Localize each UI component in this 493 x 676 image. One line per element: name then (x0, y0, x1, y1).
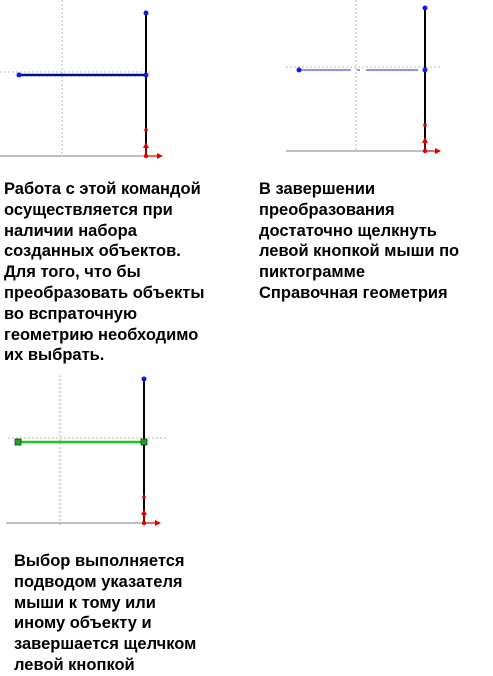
origin-icon (141, 509, 161, 526)
endpoint-top[interactable] (142, 377, 147, 382)
endpoint-junction[interactable] (423, 68, 428, 73)
sketch-figure-selected (0, 370, 175, 535)
origin-icon (143, 142, 163, 159)
caption-line: левой кнопкой мыши по (259, 242, 460, 261)
midpoint-marker (144, 128, 148, 132)
selected-endpoint-junction[interactable] (141, 439, 147, 445)
endpoint-junction[interactable] (144, 73, 149, 78)
endpoint-left[interactable] (297, 68, 302, 73)
caption-line: подводом указателя (14, 572, 183, 591)
caption-line: во вспраточную (4, 304, 138, 323)
sketch-figure-select (0, 0, 175, 165)
caption-line: пиктограмме (259, 263, 366, 282)
selected-endpoint-left[interactable] (15, 439, 21, 445)
caption-top-right (259, 179, 459, 304)
midpoint-marker (423, 123, 427, 127)
endpoint-top[interactable] (423, 6, 428, 11)
endpoint-top[interactable] (144, 11, 149, 16)
caption-line: достаточно щелкнуть (259, 221, 437, 240)
caption-line: геометрию необходимо (4, 325, 199, 344)
caption-line: осуществляется при (4, 200, 173, 219)
sketch-figure-reference (286, 0, 446, 160)
caption-line: Для того, что бы (4, 263, 141, 282)
caption-bottom (14, 551, 196, 676)
caption-line: преобразования (259, 200, 395, 219)
caption-line: иному объекту и (14, 614, 152, 633)
caption-line: завершается щелчком (14, 635, 197, 654)
origin-icon (422, 137, 441, 154)
caption-line: преобразовать объекты (4, 283, 205, 302)
caption-line: наличии набора (4, 221, 137, 240)
caption-top-left (4, 179, 204, 366)
caption-line: созданных объектов. (4, 242, 181, 261)
midpoint-marker (142, 495, 146, 499)
caption-line: Работа с этой командой (4, 180, 201, 198)
caption-line: В завершении (259, 180, 376, 198)
caption-line: мыши к тому или (14, 593, 156, 612)
caption-line: их выбрать. (4, 346, 105, 365)
endpoint-left[interactable] (17, 73, 22, 78)
caption-line: левой кнопкой (14, 655, 135, 674)
caption-line: Справочная геометрия (259, 283, 448, 302)
caption-line: Выбор выполняется (14, 552, 185, 570)
